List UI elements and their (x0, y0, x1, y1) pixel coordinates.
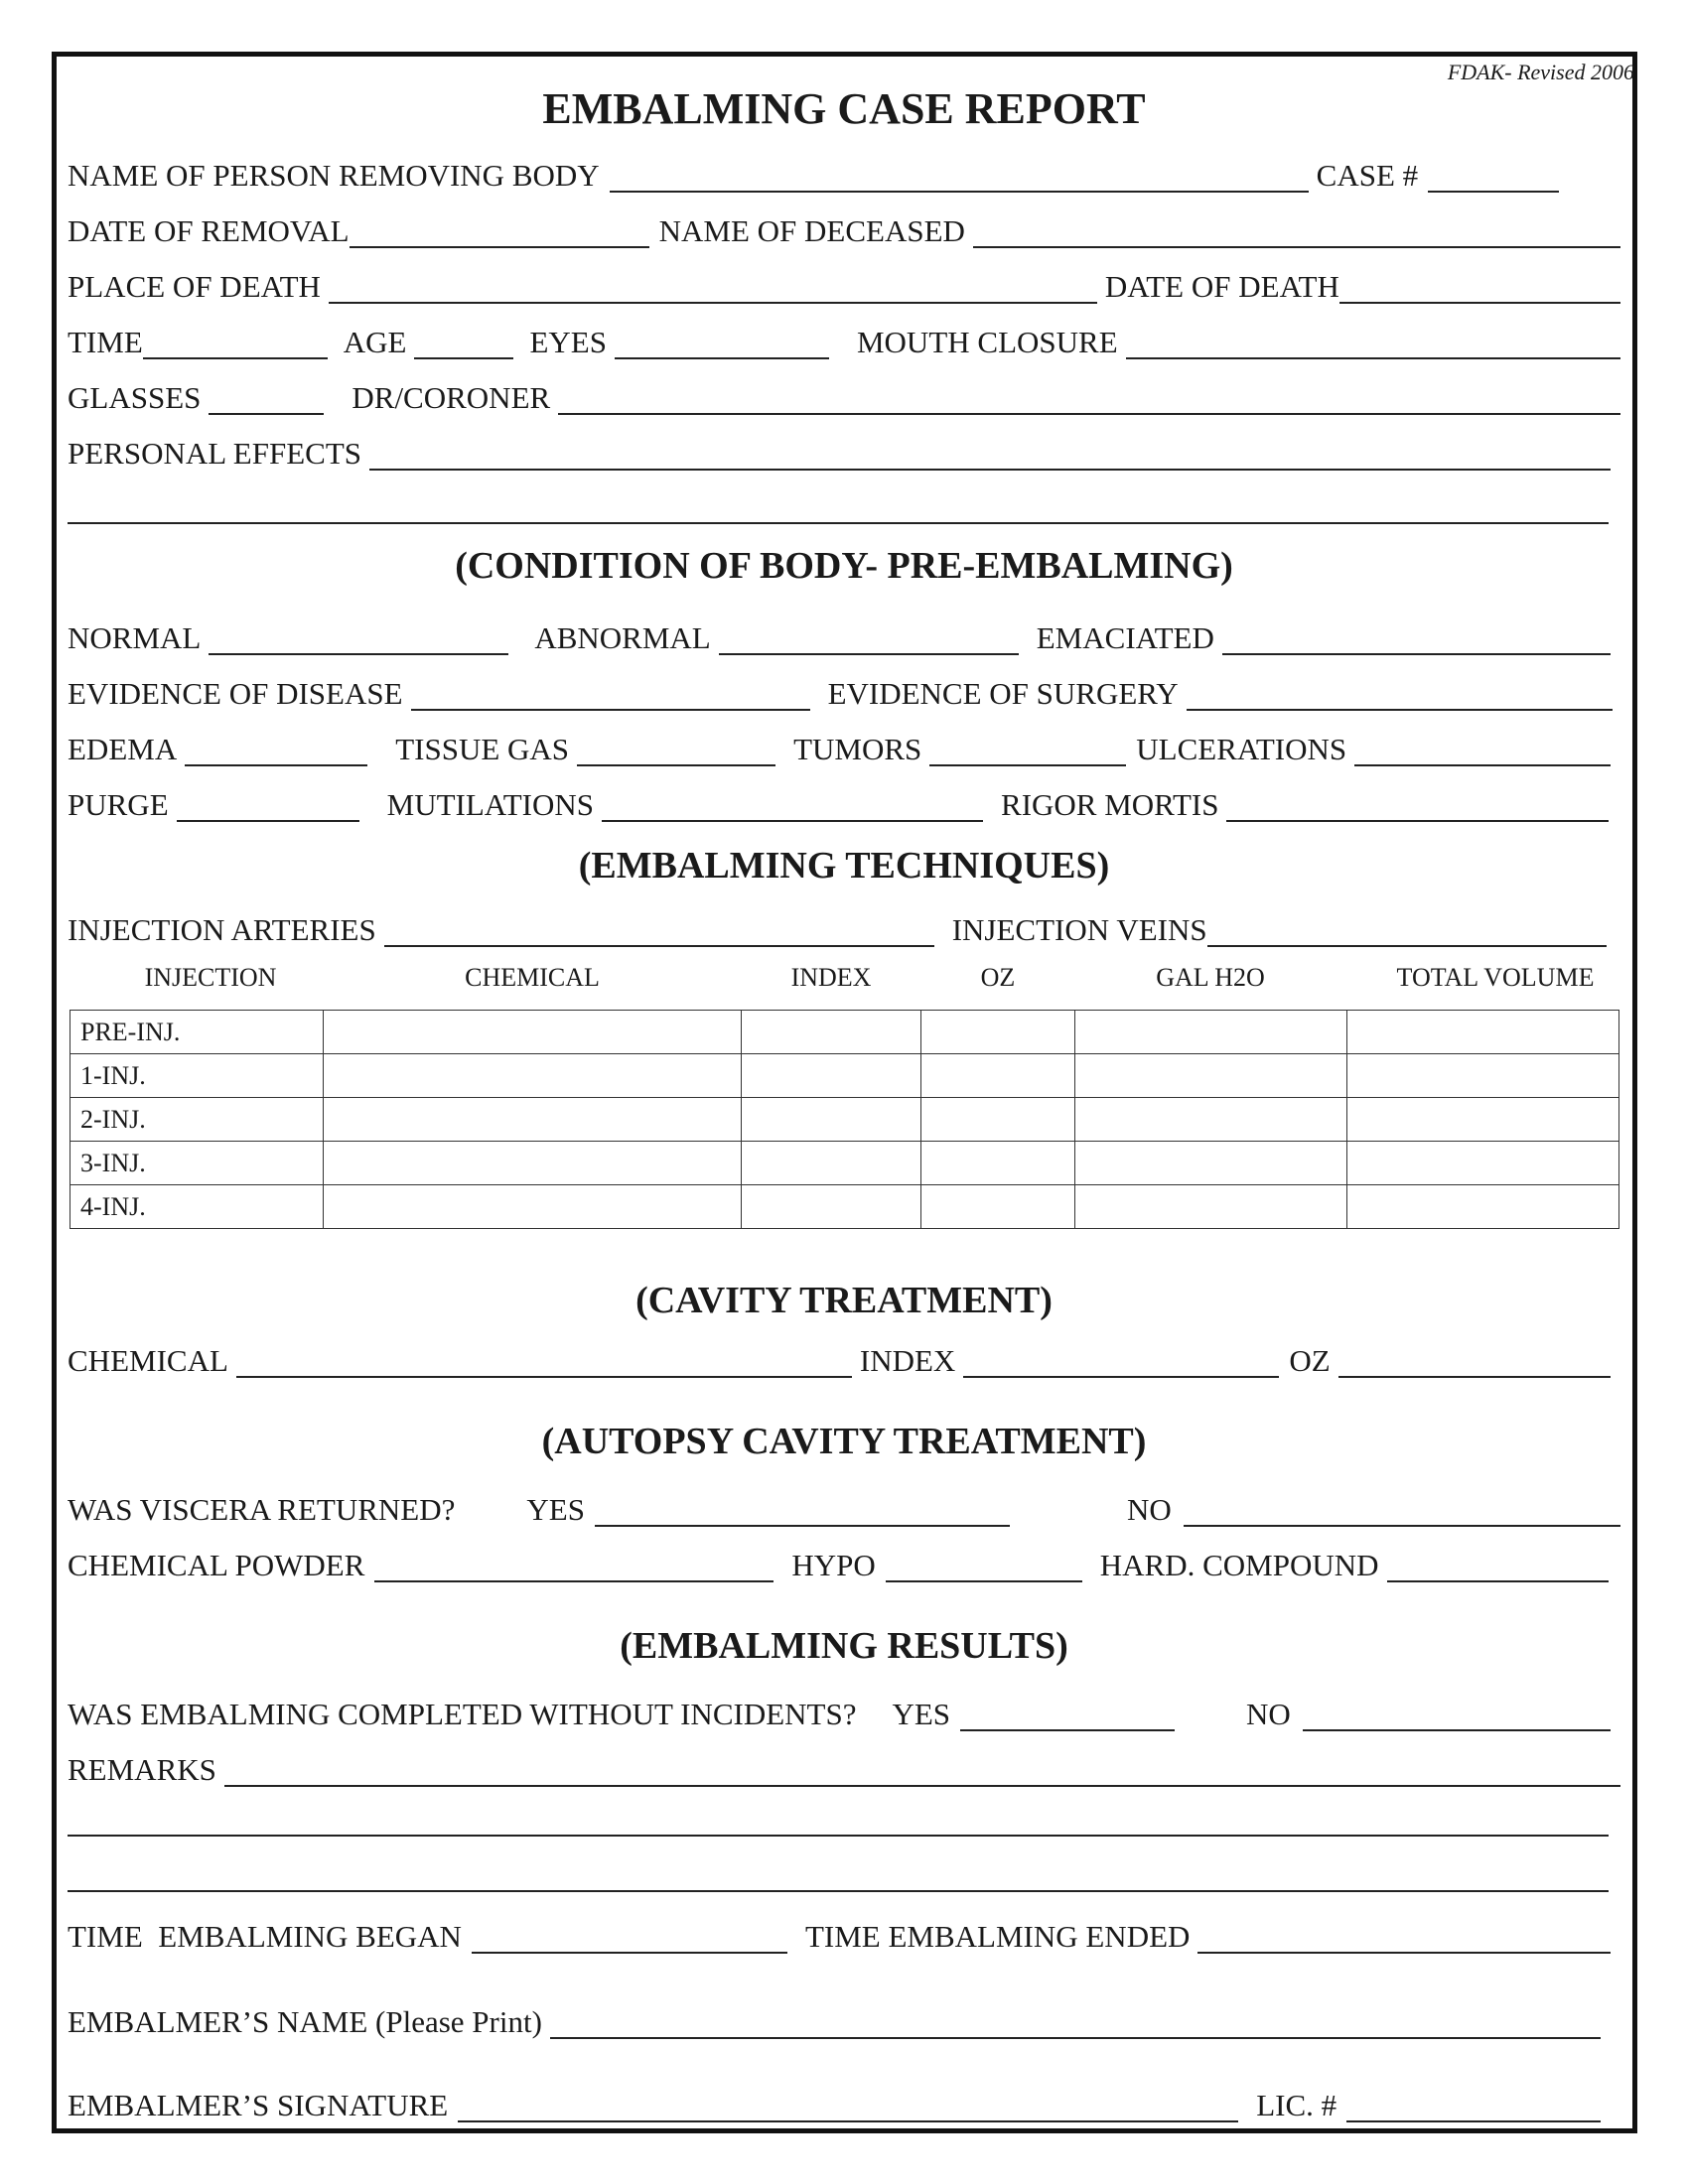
revision-note: FDAK- Revised 2006 (1447, 60, 1634, 84)
normal-label: NORMAL (68, 620, 202, 655)
age-field[interactable] (414, 328, 513, 359)
completed-no-label: NO (1246, 1697, 1291, 1731)
eyes-field[interactable] (615, 328, 829, 359)
remarks-line-2[interactable] (68, 1835, 1609, 1837)
embalmer-name-label: EMBALMER’S NAME (Please Print) (68, 2004, 542, 2039)
evidence-surgery-field[interactable] (1187, 679, 1613, 711)
row-personal-effects (68, 427, 1611, 471)
abnormal-label: ABNORMAL (534, 620, 711, 655)
cavity-chemical-label: CHEMICAL (68, 1343, 228, 1378)
name-deceased-field[interactable] (973, 216, 1620, 248)
cell-index[interactable] (741, 1142, 921, 1185)
cavity-index-label: INDEX (859, 1343, 956, 1378)
case-number-label: CASE # (1316, 158, 1419, 193)
table-row (70, 1054, 1619, 1098)
cell-gal-h2o[interactable] (1075, 1185, 1347, 1229)
table-row (70, 1011, 1619, 1054)
chemical-powder-label: CHEMICAL POWDER (68, 1548, 365, 1582)
evidence-disease-label: EVIDENCE OF DISEASE (68, 676, 403, 711)
mutilations-field[interactable] (602, 790, 983, 822)
row-time-embalming (68, 1910, 1620, 1954)
cell-chemical[interactable] (323, 1185, 741, 1229)
personal-effects-line-2[interactable] (68, 522, 1609, 524)
col-gal-h2o: GAL H2O (1156, 963, 1265, 992)
completed-yes-label: YES (892, 1697, 951, 1731)
name-removing-field[interactable] (610, 161, 1309, 193)
injection-arteries-label: INJECTION ARTERIES (68, 912, 376, 947)
row-place-death (68, 260, 1620, 304)
edema-field[interactable] (185, 735, 367, 766)
row-glasses-coroner (68, 371, 1620, 415)
time-field[interactable] (143, 328, 328, 359)
dr-coroner-label: DR/CORONER (352, 380, 551, 415)
age-label: AGE (343, 325, 407, 359)
cell-oz[interactable] (921, 1185, 1075, 1229)
glasses-label: GLASSES (68, 380, 202, 415)
hypo-label: HYPO (791, 1548, 876, 1582)
emaciated-field[interactable] (1222, 623, 1611, 655)
row-label-1-inj: 1-INJ. (70, 1054, 324, 1098)
edema-label: EDEMA (68, 732, 178, 766)
row-remarks (68, 1743, 1620, 1787)
cell-index[interactable] (741, 1054, 921, 1098)
row-label-3-inj: 3-INJ. (70, 1142, 324, 1185)
time-ended-label: TIME EMBALMING ENDED (804, 1919, 1191, 1954)
results-heading: (EMBALMING RESULTS) (620, 1625, 1068, 1667)
row-chemical-powder (68, 1539, 1620, 1582)
row-injection (68, 903, 1620, 947)
evidence-surgery-label: EVIDENCE OF SURGERY (827, 676, 1179, 711)
cell-gal-h2o[interactable] (1075, 1011, 1347, 1054)
remarks-label: REMARKS (68, 1752, 216, 1787)
row-name-removing (68, 149, 1620, 193)
injection-arteries-field[interactable] (384, 915, 934, 947)
cell-gal-h2o[interactable] (1075, 1142, 1347, 1185)
cell-index[interactable] (741, 1185, 921, 1229)
tumors-field[interactable] (929, 735, 1126, 766)
evidence-disease-field[interactable] (411, 679, 810, 711)
chemical-powder-field[interactable] (374, 1551, 774, 1582)
cell-total-volume[interactable] (1347, 1185, 1619, 1229)
row-embalmer-name (68, 1995, 1620, 2039)
normal-field[interactable] (209, 623, 508, 655)
cavity-chemical-field[interactable] (236, 1346, 852, 1378)
name-removing-label: NAME OF PERSON REMOVING BODY (68, 158, 600, 193)
completed-label: WAS EMBALMING COMPLETED WITHOUT INCIDENTS? (68, 1697, 857, 1731)
cell-total-volume[interactable] (1347, 1098, 1619, 1142)
tissue-gas-field[interactable] (577, 735, 775, 766)
rigor-mortis-field[interactable] (1226, 790, 1609, 822)
personal-effects-field[interactable] (369, 439, 1611, 471)
col-injection: INJECTION (144, 963, 277, 992)
hard-compound-field[interactable] (1387, 1551, 1609, 1582)
mouth-closure-field[interactable] (1126, 328, 1620, 359)
row-completed (68, 1688, 1620, 1731)
personal-effects-label: PERSONAL EFFECTS (68, 436, 361, 471)
mouth-closure-label: MOUTH CLOSURE (856, 325, 1118, 359)
place-death-label: PLACE OF DEATH (68, 269, 321, 304)
injection-veins-field[interactable] (1207, 915, 1607, 947)
glasses-field[interactable] (209, 383, 324, 415)
cavity-oz-label: OZ (1289, 1343, 1331, 1378)
time-ended-field[interactable] (1197, 1922, 1611, 1954)
date-removal-label: DATE OF REMOVAL (68, 213, 350, 248)
embalmer-name-field[interactable] (550, 2007, 1601, 2039)
completed-no-field[interactable] (1303, 1700, 1611, 1731)
row-evidence (68, 667, 1620, 711)
cell-oz[interactable] (921, 1054, 1075, 1098)
techniques-heading: (EMBALMING TECHNIQUES) (578, 845, 1110, 887)
cell-gal-h2o[interactable] (1075, 1054, 1347, 1098)
cell-total-volume[interactable] (1347, 1054, 1619, 1098)
hard-compound-label: HARD. COMPOUND (1099, 1548, 1379, 1582)
row-label-2-inj: 2-INJ. (70, 1098, 324, 1142)
col-chemical: CHEMICAL (465, 963, 600, 992)
row-normal (68, 612, 1620, 655)
lic-number-label: LIC. # (1256, 2088, 1337, 2122)
viscera-returned-label: WAS VISCERA RETURNED? (68, 1492, 456, 1527)
table-row (70, 1098, 1619, 1142)
table-row (70, 1185, 1619, 1229)
date-removal-field[interactable] (350, 216, 649, 248)
remarks-field[interactable] (224, 1755, 1620, 1787)
cell-total-volume[interactable] (1347, 1142, 1619, 1185)
purge-field[interactable] (177, 790, 359, 822)
cell-oz[interactable] (921, 1142, 1075, 1185)
hypo-field[interactable] (886, 1551, 1082, 1582)
place-death-field[interactable] (329, 272, 1097, 304)
row-purge (68, 778, 1620, 822)
cell-index[interactable] (741, 1011, 921, 1054)
cell-oz[interactable] (921, 1098, 1075, 1142)
time-began-field[interactable] (472, 1922, 787, 1954)
row-edema (68, 723, 1620, 766)
viscera-yes-field[interactable] (595, 1495, 1010, 1527)
eyes-label: EYES (529, 325, 607, 359)
cell-chemical[interactable] (323, 1098, 741, 1142)
emaciated-label: EMACIATED (1036, 620, 1214, 655)
tissue-gas-label: TISSUE GAS (395, 732, 570, 766)
cell-oz[interactable] (921, 1011, 1075, 1054)
row-viscera (68, 1483, 1620, 1527)
embalmer-signature-label: EMBALMER’S SIGNATURE (68, 2088, 449, 2122)
rigor-mortis-label: RIGOR MORTIS (1001, 787, 1219, 822)
row-date-removal (68, 205, 1620, 248)
remarks-line-3[interactable] (68, 1890, 1609, 1892)
embalmer-signature-field[interactable] (458, 2091, 1238, 2122)
row-label-4-inj: 4-INJ. (70, 1185, 324, 1229)
row-label-pre-inj: PRE-INJ. (70, 1011, 324, 1054)
time-label: TIME (68, 325, 143, 359)
col-index: INDEX (790, 963, 872, 992)
dr-coroner-field[interactable] (558, 383, 1620, 415)
col-oz: OZ (980, 963, 1016, 992)
cell-gal-h2o[interactable] (1075, 1098, 1347, 1142)
tumors-label: TUMORS (793, 732, 922, 766)
condition-heading: (CONDITION OF BODY- PRE-EMBALMING) (455, 545, 1233, 587)
cavity-index-field[interactable] (963, 1346, 1279, 1378)
cavity-heading: (CAVITY TREATMENT) (635, 1280, 1053, 1321)
cell-total-volume[interactable] (1347, 1011, 1619, 1054)
date-death-field[interactable] (1339, 272, 1620, 304)
case-number-field[interactable] (1428, 161, 1559, 193)
cavity-oz-field[interactable] (1338, 1346, 1611, 1378)
table-row (70, 1142, 1619, 1185)
abnormal-field[interactable] (719, 623, 1019, 655)
name-deceased-label: NAME OF DECEASED (658, 213, 965, 248)
injection-veins-label: INJECTION VEINS (951, 912, 1207, 947)
viscera-no-label: NO (1126, 1492, 1172, 1527)
form-title: EMBALMING CASE REPORT (542, 84, 1146, 133)
mutilations-label: MUTILATIONS (386, 787, 595, 822)
viscera-no-field[interactable] (1184, 1495, 1620, 1527)
cell-chemical[interactable] (323, 1142, 741, 1185)
cell-index[interactable] (741, 1098, 921, 1142)
completed-yes-field[interactable] (960, 1700, 1175, 1731)
row-time-age-eyes (68, 316, 1620, 359)
cell-chemical[interactable] (323, 1054, 741, 1098)
autopsy-heading: (AUTOPSY CAVITY TREATMENT) (541, 1421, 1147, 1462)
time-began-label: TIME EMBALMING BEGAN (68, 1919, 462, 1954)
ulcerations-label: ULCERATIONS (1136, 732, 1347, 766)
row-embalmer-signature (68, 2079, 1620, 2122)
cell-chemical[interactable] (323, 1011, 741, 1054)
ulcerations-field[interactable] (1354, 735, 1611, 766)
purge-label: PURGE (68, 787, 169, 822)
lic-number-field[interactable] (1346, 2091, 1601, 2122)
col-total-volume: TOTAL VOLUME (1396, 963, 1595, 992)
date-death-label: DATE OF DEATH (1104, 269, 1339, 304)
viscera-yes-label: YES (526, 1492, 585, 1527)
row-cavity (68, 1334, 1620, 1378)
injection-table (70, 1010, 1619, 1229)
